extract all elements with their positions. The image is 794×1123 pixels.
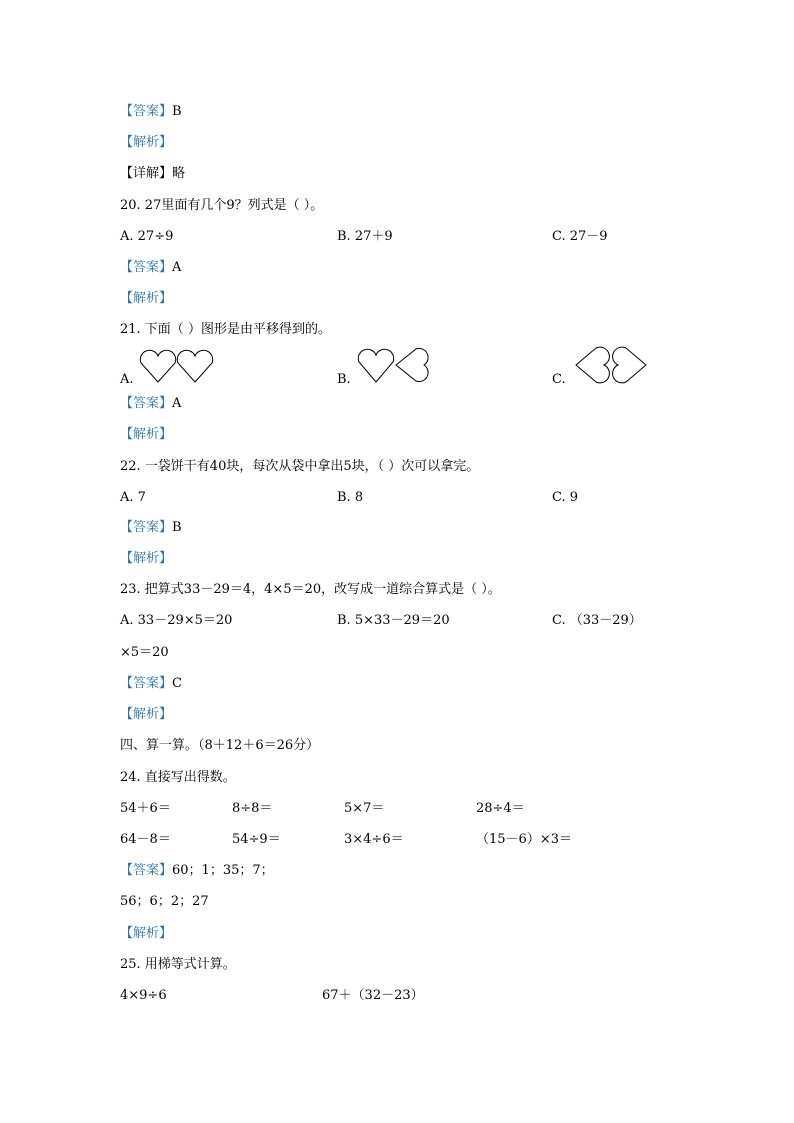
- analysis-tag: 【解析】: [120, 551, 173, 566]
- answer-value: B: [172, 104, 182, 119]
- calc-item: 64－8＝: [120, 832, 171, 847]
- answer-tag: 【答案】: [120, 260, 173, 275]
- question-text: 21. 下面（ ）图形是由平移得到的。: [120, 322, 331, 337]
- answer-tag: 【答案】: [120, 520, 173, 535]
- calc-item: 54＋6＝: [120, 801, 171, 816]
- calc-item: 3×4÷6＝: [344, 832, 404, 847]
- answer-tag: 【答案】: [120, 396, 173, 411]
- answer-value-continued: 56；6；2；27: [120, 894, 209, 909]
- analysis-tag: 【解析】: [120, 291, 173, 306]
- answer-value: B: [172, 520, 182, 535]
- analysis-tag: 【解析】: [120, 707, 173, 722]
- question-25-text: 25. 用梯等式计算。: [120, 957, 236, 972]
- section-heading: 四、算一算。（8＋12＋6＝26分）: [120, 738, 320, 753]
- analysis-tag: 【解析】: [120, 926, 173, 941]
- calc-item: 8÷8＝: [232, 801, 273, 816]
- heart-pair-c-icon: [572, 345, 652, 387]
- answer-tag: 【答案】: [120, 863, 173, 878]
- calc-item: 54÷9＝: [232, 832, 281, 847]
- heart-pair-a-icon: [138, 348, 218, 384]
- calc-item: 5×7＝: [344, 801, 385, 816]
- option-c: C. （33－29）: [552, 613, 642, 628]
- option-c: C.: [552, 372, 566, 387]
- option-c: C. 9: [552, 490, 579, 505]
- question-text: 20. 27里面有几个9？列式是（ ）。: [120, 198, 324, 213]
- heart-pair-b-icon: [355, 347, 435, 385]
- calc-item: （15－6）×3＝: [476, 832, 572, 847]
- answer-value: A: [172, 396, 182, 411]
- option-b: B.: [337, 372, 351, 387]
- answer-value: C: [172, 676, 182, 691]
- option-c: C. 27－9: [552, 229, 608, 244]
- answer-tag: 【答案】: [120, 104, 173, 119]
- analysis-tag: 【解析】: [120, 427, 173, 442]
- option-a: A.: [120, 372, 134, 387]
- question-text: 22. 一袋饼干有40块，每次从袋中拿出5块，（ ）次可以拿完。: [120, 459, 480, 474]
- option-b: B. 5×33－29＝20: [337, 613, 450, 628]
- answer-tag: 【答案】: [120, 676, 173, 691]
- calc-item: 67＋（32－23）: [322, 988, 424, 1003]
- calc-item: 28÷4＝: [476, 801, 525, 816]
- option-c-continued: ×5＝20: [120, 645, 169, 660]
- option-a: A. 33－29×5＝20: [120, 613, 233, 628]
- option-a: A. 7: [120, 490, 146, 505]
- detail-line: 【详解】略: [120, 166, 186, 181]
- option-b: B. 27＋9: [337, 229, 393, 244]
- calc-item: 4×9÷6: [120, 988, 167, 1003]
- question-24-text: 24. 直接写出得数。: [120, 770, 236, 785]
- analysis-tag: 【解析】: [120, 135, 173, 150]
- option-b: B. 8: [337, 490, 364, 505]
- answer-value: 60；1；35；7；: [172, 863, 274, 878]
- option-a: A. 27÷9: [120, 229, 174, 244]
- answer-value: A: [172, 260, 182, 275]
- question-text: 23. 把算式33－29＝4，4×5＝20，改写成一道综合算式是（ ）。: [120, 582, 501, 597]
